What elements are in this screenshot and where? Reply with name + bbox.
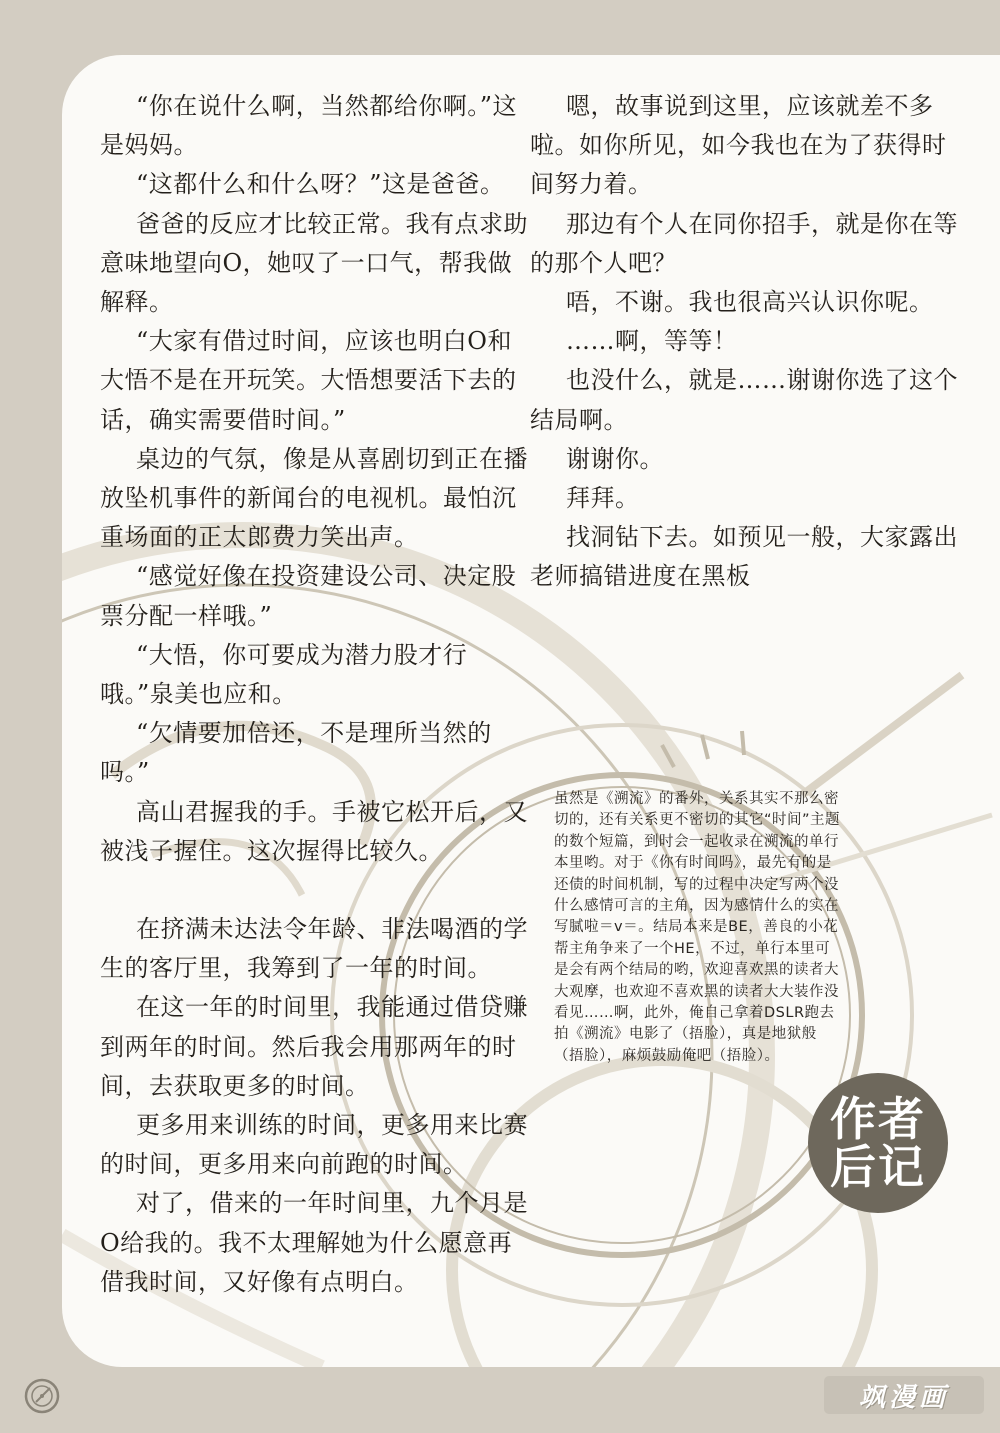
paragraph: 也没什么，就是……谢谢你选了这个结局啊。 <box>530 366 958 434</box>
page-panel <box>62 55 1000 1367</box>
paragraph: 桌边的气氛，像是从喜剧切到正在播放坠机事件的新闻台的电视机。最怕沉重场面的正太郎费力笑出声。 <box>100 444 528 552</box>
right-text-column <box>530 87 960 597</box>
paragraph: ……啊，等等！ <box>566 327 738 356</box>
afterword-stamp <box>808 1073 948 1213</box>
paragraph: “大悟，你可要成为潜力股才行哦。”泉美也应和。 <box>100 640 468 709</box>
paragraph: 对了，借来的一年时间里，九个月是O给我的。我不太理解她为什么愿意再借我时间，又好像有点明白。 <box>100 1189 528 1296</box>
afterword-note: 虽然是《溯流》的番外，关系其实不那么密切的，还有关系更不密切的其它“时间”主题的数个短篇，到时会一起收录在溯流的单行本里哟。对于《你有时间吗》，最先有的是还债的时间机制，写的过程中决定写两个没什么感情可言的主角，因为感情什么的实在写腻啦＝v＝。结局本来是BE，善良的小花帮主角争来了一个HE，不过，单行本里可是会有两个结局的哟，欢迎喜欢黑的读者大大观摩，也欢迎不喜欢黑的读者大大装作没看见……啊，此外，俺自己拿着DSLR跑去拍《溯流》电影了（捂脸），真是地狱般（捂脸），麻烦鼓励俺吧（捂脸）。 <box>554 791 841 1064</box>
paragraph: 在这一年的时间里，我能通过借贷赚到两年的时间。然后我会用那两年的时间，去获取更多的时间。 <box>100 993 528 1100</box>
stamp-line-2: 后记 <box>830 1140 926 1194</box>
paragraph: “欠情要加倍还，不是理所当然的吗。” <box>100 719 492 787</box>
paragraph: 那边有个人在同你招手，就是你在等的那个人吧？ <box>530 209 958 277</box>
paragraph: 拜拜。 <box>566 484 640 513</box>
paragraph: 谢谢你。 <box>566 444 664 473</box>
clock-emblem-icon <box>22 1376 62 1416</box>
paragraph: “你在说什么啊，当然都给你啊。”这是妈妈。 <box>100 92 518 160</box>
paragraph: 嗯，故事说到这里，应该就差不多啦。如你所见，如今我也在为了获得时间努力着。 <box>530 92 947 199</box>
stamp-line-1: 作者 <box>830 1092 926 1146</box>
paragraph: “这都什么和什么呀？”这是爸爸。 <box>136 170 505 199</box>
paragraph: “感觉好像在投资建设公司、决定股票分配一样哦。” <box>100 562 517 630</box>
paragraph: “大家有借过时间，应该也明白O和大悟不是在开玩笑。大悟想要活下去的话，确实需要借时间。” <box>100 327 517 434</box>
paragraph: 爸爸的反应才比较正常。我有点求助意味地望向O，她叹了一口气，帮我做解释。 <box>100 209 528 317</box>
left-text-column <box>100 87 530 1302</box>
paragraph: 更多用来训练的时间，更多用来比赛的时间，更多用来向前跑的时间。 <box>100 1111 528 1179</box>
paragraph: 在挤满未达法令年龄、非法喝酒的学生的客厅里，我筹到了一年的时间。 <box>100 915 528 983</box>
publisher-watermark: 飒漫画 <box>824 1376 984 1414</box>
paragraph: 唔，不谢。我也很高兴认识你呢。 <box>566 288 934 317</box>
paragraph: 高山君握我的手。手被它松开后，又被浅子握住。这次握得比较久。 <box>100 797 528 865</box>
paragraph: 找洞钻下去。如预见一般，大家露出老师搞错进度在黑板 <box>530 523 958 591</box>
